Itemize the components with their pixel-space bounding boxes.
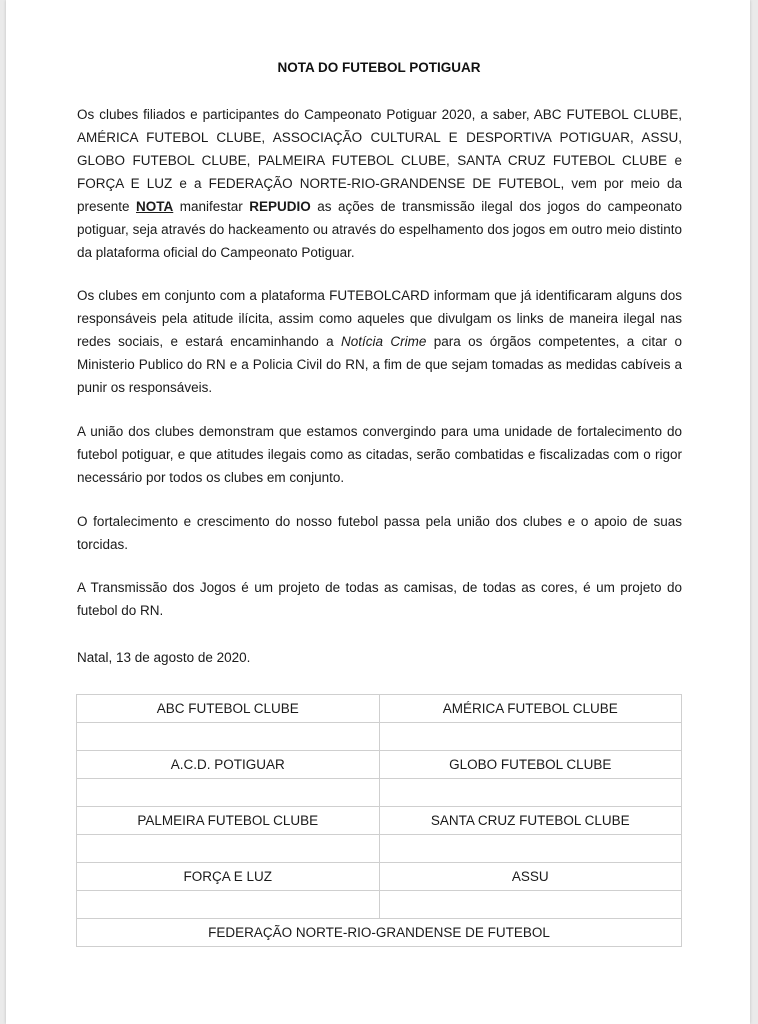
signature-row [77,695,682,723]
signature-spacer-row [77,835,682,863]
signatures-table [76,694,682,947]
signature-spacer-row [77,891,682,919]
signature-assu: ASSU [379,863,682,891]
signature-forca-e-luz: FORÇA E LUZ [77,863,380,891]
signature-america: AMÉRICA FUTEBOL CLUBE [379,695,682,723]
paragraph-text: Os clubes filiados e participantes do Campeonato Potiguar 2020, a saber, ABC FUTEBOL CLUBE, AMÉRICA FUTEBOL CLUBE, ASSOCIAÇÃO CULTURAL E DESPORTIVA POTIGUAR, ASSU, GLOBO FUTEBOL CLUBE, PALMEIRA FUTEBOL CLUBE, SANTA CRUZ FUTEBOL CLUBE e FORÇA E LUZ e a FEDERAÇÃO NORTE-RIO-GRANDENSE DE FUTEBOL, vem por meio da presente [77,107,682,214]
signature-spacer-row [77,779,682,807]
paragraph-text: as ações de transmissão ilegal dos jogos do campeonato potiguar, seja através do hackeamento ou através do espelhamento dos jogos em outro meio distinto da plataforma oficial do Campeonato Potiguar. [77,199,682,260]
signature-row [77,751,682,779]
signature-palmeira: PALMEIRA FUTEBOL CLUBE [77,807,380,835]
signature-abc: ABC FUTEBOL CLUBE [77,695,380,723]
paragraph-text: manifestar [173,199,250,214]
signature-globo: GLOBO FUTEBOL CLUBE [379,751,682,779]
repudio-emphasis: REPUDIO [249,199,311,214]
paragraph-transmissao: A Transmissão dos Jogos é um projeto de todas as camisas, de todas as cores, é um projeto do futebol do RN. [77,580,682,618]
signature-row [77,919,682,947]
paragraph-futebolcard [77,284,682,399]
signature-row [77,863,682,891]
document-date: Natal, 13 de agosto de 2020. [77,650,251,665]
signature-spacer-row [77,723,682,751]
paragraph-text: Os clubes em conjunto com a plataforma FUTEBOLCARD informam que já identificaram alguns dos responsáveis pela atitude ilícita, assim como aqueles que divulgam os links de maneira ilegal nas redes sociais, e estará encaminhando a [77,288,682,349]
signature-santa-cruz: SANTA CRUZ FUTEBOL CLUBE [379,807,682,835]
nota-emphasis: NOTA [136,199,174,214]
paragraph-uniao: A união dos clubes demonstram que estamos convergindo para uma unidade de fortalecimento do futebol potiguar, e que atitudes ilegais como as citadas, serão combatidas e fiscalizadas com o rigor necessário por todos os clubes em conjunto. [77,424,682,485]
paragraph-text: para os órgãos competentes, a citar o Ministerio Publico do RN e a Policia Civil do RN, a fim de que sejam tomadas as medidas cabíveis a punir os responsáveis. [77,334,682,395]
signature-acd-potiguar: A.C.D. POTIGUAR [77,751,380,779]
paragraph-repudio [77,103,682,264]
signature-federacao: FEDERAÇÃO NORTE-RIO-GRANDENSE DE FUTEBOL [77,919,682,947]
signature-row [77,807,682,835]
noticia-crime-emphasis: Notícia Crime [341,334,427,349]
document-title: NOTA DO FUTEBOL POTIGUAR [277,60,481,75]
paragraph-fortalecimento: O fortalecimento e crescimento do nosso futebol passa pela união dos clubes e o apoio de suas torcidas. [77,514,682,552]
